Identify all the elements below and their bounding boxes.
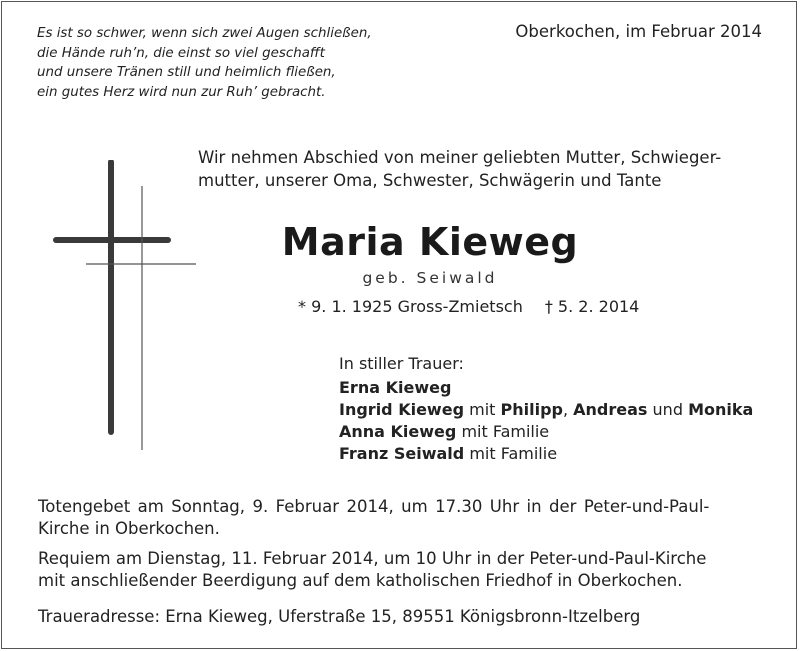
mourner-text: , — [562, 400, 574, 419]
notice-line: mit anschließender Beerdigung auf dem katholischen Friedhof in Oberkochen. — [38, 571, 683, 590]
mourner-row — [339, 443, 753, 465]
maiden-name: geb. Seiwald — [362, 269, 498, 287]
requiem-notice — [38, 548, 763, 592]
mourner-row — [339, 377, 753, 399]
mourner-name: Erna Kieweg — [339, 378, 452, 397]
mourner-name: Andreas — [573, 400, 648, 419]
place-date: Oberkochen, im Februar 2014 — [515, 22, 762, 41]
mourners-heading: In stiller Trauer: — [339, 354, 464, 373]
notice-line: Kirche in Oberkochen. — [38, 519, 220, 538]
poem-line: Es ist so schwer, wenn sich zwei Augen schließen, — [37, 26, 372, 41]
mourner-text: und — [647, 400, 689, 419]
intro-line: Wir nehmen Abschied von meiner geliebten Mutter, Schwieger- — [198, 148, 722, 167]
death-info: † 5. 2. 2014 — [544, 297, 640, 316]
poem-line: die Hände ruh’n, die einst so viel geschafft — [37, 45, 325, 61]
mourner-name: Philipp — [500, 400, 563, 419]
mourner-text: mit Familie — [456, 422, 550, 441]
intro-text — [198, 146, 768, 192]
traueradresse — [38, 606, 763, 628]
mourner-name: Franz Seiwald — [339, 444, 465, 463]
life-dates — [298, 297, 639, 316]
intro-line: mutter, unserer Oma, Schwester, Schwägerin und Tante — [198, 171, 662, 190]
mourner-row — [339, 421, 753, 443]
poem — [37, 24, 417, 102]
birth-info: * 9. 1. 1925 Gross-Zmietsch — [298, 297, 523, 316]
cross-icon — [50, 160, 210, 460]
deceased-name: Maria Kieweg — [281, 220, 579, 264]
mourner-text: mit Familie — [464, 444, 558, 463]
poem-line: und unsere Tränen still und heimlich fließen, — [37, 65, 336, 81]
mourner-name: Ingrid Kieweg — [339, 400, 465, 419]
mourner-row — [339, 399, 753, 421]
totengebet-notice — [38, 496, 763, 540]
notice-line: Requiem am Dienstag, 11. Februar 2014, um 10 Uhr in der Peter-und-Paul-Kirche — [38, 549, 707, 568]
mourner-name: Monika — [688, 400, 754, 419]
notice-line: Traueradresse: Erna Kieweg, Uferstraße 15, 89551 Königsbronn-Itzelberg — [38, 607, 641, 626]
poem-line: ein gutes Herz wird nun zur Ruh’ gebracht. — [37, 84, 326, 100]
notice-line: Totengebet am Sonntag, 9. Februar 2014, um 17.30 Uhr in der Peter-und-Paul- — [38, 497, 710, 516]
mourners-block — [339, 353, 753, 465]
mourner-text: mit — [464, 400, 501, 419]
mourner-name: Anna Kieweg — [339, 422, 457, 441]
